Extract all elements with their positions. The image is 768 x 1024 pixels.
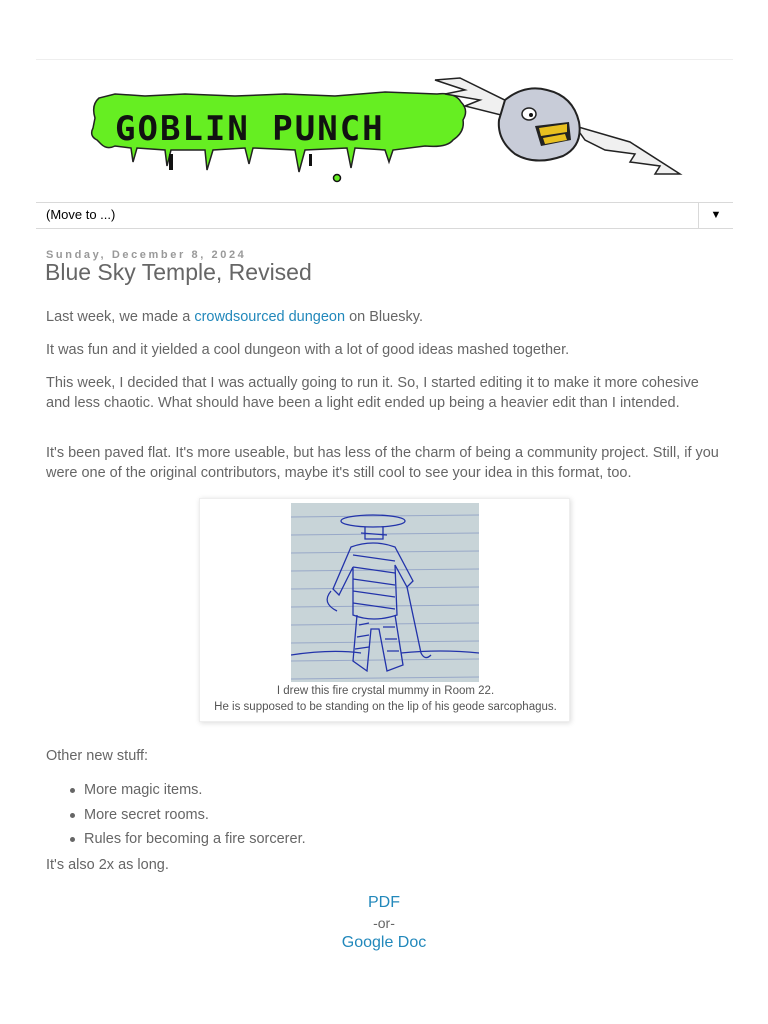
pdf-link[interactable]: PDF xyxy=(368,894,400,911)
paragraph-3: This week, I decided that I was actually going to run it. So, I started editing it to make it more cohesive and less chaotic. What should have been a light edit ended up being a heavier edit than I intended. xyxy=(46,375,699,411)
list-item: More magic items. xyxy=(46,778,306,803)
logo-text: GOBLIN PUNCH xyxy=(115,109,385,149)
mummy-drawing-image[interactable] xyxy=(291,503,479,682)
chevron-down-icon[interactable]: ▼ xyxy=(698,203,733,228)
list-item: More secret rooms. xyxy=(46,803,306,828)
goblin-punch-logo[interactable] xyxy=(85,70,685,188)
new-stuff-list xyxy=(46,778,306,852)
other-new-stuff-heading: Other new stuff: xyxy=(46,748,149,764)
top-divider xyxy=(36,59,733,60)
list-item: Rules for becoming a fire sorcerer. xyxy=(46,827,306,852)
paragraph-4: It's been paved flat. It's more useable, but has less of the charm of being a community project. Still, if you were one of the original contributors, maybe it's still cool to see your idea in this format, too. xyxy=(46,445,719,481)
post-figure xyxy=(199,498,570,722)
figure-caption-line-1: I drew this fire crystal mummy in Room 22. xyxy=(276,685,495,697)
goblin-head-icon xyxy=(435,78,680,174)
nav-select-label: (Move to ...) xyxy=(46,207,116,222)
crowdsourced-dungeon-link[interactable]: crowdsourced dungeon xyxy=(194,309,346,325)
paragraph-2: It was fun and it yielded a cool dungeon with a lot of good ideas mashed together. xyxy=(46,342,570,358)
or-separator: -or- xyxy=(373,915,395,931)
p1-text-before: Last week, we made a xyxy=(46,309,195,325)
paragraph-1 xyxy=(46,308,726,328)
figure-caption-line-2: He is supposed to be standing on the lip of his geode sarcophagus. xyxy=(214,701,557,713)
google-doc-link[interactable]: Google Doc xyxy=(341,934,427,951)
post-date: Sunday, December 8, 2024 xyxy=(46,249,247,261)
p1-text-after: on Bluesky. xyxy=(345,309,423,325)
post-title[interactable]: Blue Sky Temple, Revised xyxy=(45,259,312,285)
also-long-text: It's also 2x as long. xyxy=(46,857,169,873)
page-nav-select[interactable] xyxy=(36,202,733,229)
